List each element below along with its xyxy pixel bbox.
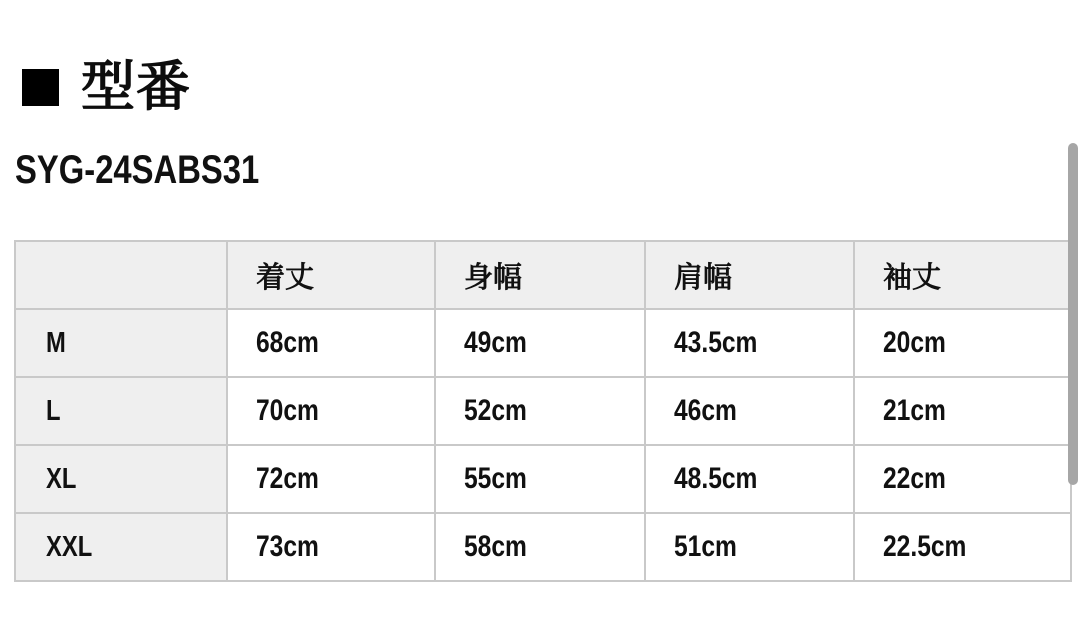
value-text: 46cm [674, 394, 737, 427]
value-text: 49cm [464, 326, 527, 359]
value-cell [854, 377, 1071, 445]
black-square-icon [22, 69, 59, 106]
value-text: 72cm [256, 462, 319, 495]
value-cell [227, 445, 435, 513]
header-cell-body-width: 身幅 [435, 241, 645, 309]
value-cell [435, 445, 645, 513]
value-cell [227, 309, 435, 377]
table-row [15, 445, 1071, 513]
table-header-row [15, 241, 1071, 309]
value-text: 48.5cm [674, 462, 758, 495]
value-cell [645, 513, 854, 581]
size-cell [15, 377, 227, 445]
value-cell [854, 309, 1071, 377]
value-text: 20cm [883, 326, 946, 359]
model-number-text: SYG-24SABS31 [15, 148, 260, 192]
value-cell [645, 309, 854, 377]
value-cell [435, 513, 645, 581]
model-number [15, 150, 313, 190]
size-label: M [46, 326, 66, 359]
value-text: 22cm [883, 462, 946, 495]
value-text: 51cm [674, 530, 737, 563]
value-text: 21cm [883, 394, 946, 427]
value-text: 70cm [256, 394, 319, 427]
header-cell-shoulder-width: 肩幅 [645, 241, 854, 309]
value-cell [645, 445, 854, 513]
value-cell [854, 445, 1071, 513]
size-label: XL [46, 462, 77, 495]
table-row [15, 377, 1071, 445]
table-row [15, 309, 1071, 377]
value-cell [227, 513, 435, 581]
section-title: 型番 [81, 57, 191, 117]
table-row [15, 513, 1071, 581]
value-text: 55cm [464, 462, 527, 495]
value-cell [435, 377, 645, 445]
scrollbar-thumb[interactable] [1068, 143, 1078, 485]
size-cell [15, 309, 227, 377]
size-cell [15, 513, 227, 581]
size-label: L [46, 394, 61, 427]
header-cell-empty [15, 241, 227, 309]
section-heading [22, 57, 191, 117]
value-text: 68cm [256, 326, 319, 359]
value-text: 73cm [256, 530, 319, 563]
value-text: 52cm [464, 394, 527, 427]
value-cell [227, 377, 435, 445]
value-cell [435, 309, 645, 377]
value-text: 43.5cm [674, 326, 758, 359]
size-table [14, 240, 1072, 582]
value-text: 58cm [464, 530, 527, 563]
value-cell [854, 513, 1071, 581]
header-cell-sleeve-length: 袖丈 [854, 241, 1071, 309]
size-cell [15, 445, 227, 513]
header-cell-length: 着丈 [227, 241, 435, 309]
value-cell [645, 377, 854, 445]
value-text: 22.5cm [883, 530, 967, 563]
size-label: XXL [46, 530, 93, 563]
